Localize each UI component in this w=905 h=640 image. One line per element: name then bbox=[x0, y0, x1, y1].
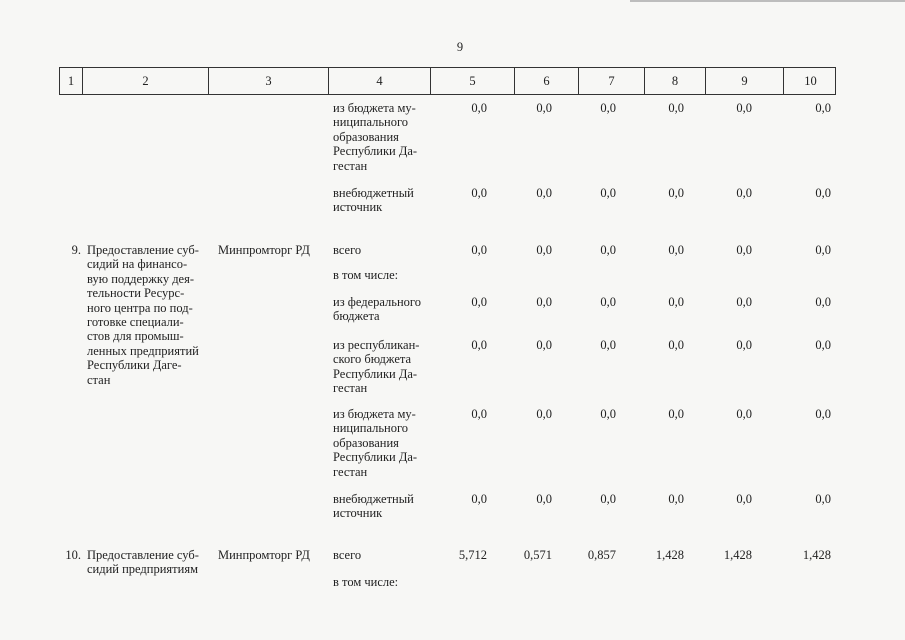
value-col-8: 0,0 bbox=[668, 186, 684, 200]
header-col-4: 4 bbox=[329, 68, 431, 94]
value-col-7: 0,0 bbox=[600, 295, 616, 309]
measure-name: Предоставление суб- сидий на финансо- вую поддержку дея- тельности Ресурс- ного центра по под- готовке специали- стов для промыш- ленных предприятий Республики Даге- стан bbox=[87, 243, 199, 387]
funding-source: в том числе: bbox=[333, 575, 399, 589]
value-col-10: 0,0 bbox=[815, 407, 831, 421]
value-col-8: 0,0 bbox=[668, 101, 684, 115]
row-number: 9. bbox=[71, 243, 81, 257]
value-col-8: 0,0 bbox=[668, 243, 684, 257]
value-col-9: 0,0 bbox=[736, 186, 752, 200]
header-col-9: 9 bbox=[706, 68, 784, 94]
value-col-7: 0,0 bbox=[600, 407, 616, 421]
value-col-5: 5,712 bbox=[458, 548, 487, 562]
value-col-10: 0,0 bbox=[815, 492, 831, 506]
value-col-6: 0,0 bbox=[536, 186, 552, 200]
header-col-3: 3 bbox=[209, 68, 329, 94]
row-number: 10. bbox=[65, 548, 81, 562]
value-col-10: 0,0 bbox=[815, 186, 831, 200]
value-col-5: 0,0 bbox=[471, 407, 487, 421]
header-col-7: 7 bbox=[579, 68, 645, 94]
funding-source: всего bbox=[333, 548, 362, 562]
funding-source: из республикан- ского бюджета Республики Да- гестан bbox=[333, 338, 420, 396]
value-col-6: 0,0 bbox=[536, 407, 552, 421]
value-col-7: 0,0 bbox=[600, 492, 616, 506]
header-col-8: 8 bbox=[645, 68, 706, 94]
executor: Минпромторг РД bbox=[218, 243, 310, 257]
value-col-6: 0,0 bbox=[536, 243, 552, 257]
value-col-7: 0,0 bbox=[600, 338, 616, 352]
value-col-5: 0,0 bbox=[471, 338, 487, 352]
funding-source: из федерального бюджета bbox=[333, 295, 421, 324]
value-col-7: 0,0 bbox=[600, 101, 616, 115]
value-col-9: 0,0 bbox=[736, 243, 752, 257]
value-col-7: 0,857 bbox=[587, 548, 616, 562]
header-col-6: 6 bbox=[515, 68, 579, 94]
value-col-9: 0,0 bbox=[736, 338, 752, 352]
funding-source: внебюджетный источник bbox=[333, 492, 414, 521]
value-col-7: 0,0 bbox=[600, 186, 616, 200]
measure-name: Предоставление суб- сидий предприятиям bbox=[87, 548, 199, 577]
header-col-10: 10 bbox=[804, 74, 817, 88]
value-col-9: 0,0 bbox=[736, 295, 752, 309]
value-col-5: 0,0 bbox=[471, 101, 487, 115]
funding-source: в том числе: bbox=[333, 268, 399, 282]
value-col-9: 0,0 bbox=[736, 492, 752, 506]
table-header-row bbox=[59, 67, 836, 95]
funding-source: из бюджета му- ниципального образования Республики Да- гестан bbox=[333, 101, 418, 173]
value-col-8: 0,0 bbox=[668, 295, 684, 309]
value-col-5: 0,0 bbox=[471, 295, 487, 309]
value-col-8: 0,0 bbox=[668, 338, 684, 352]
value-col-5: 0,0 bbox=[471, 186, 487, 200]
funding-source: всего bbox=[333, 243, 362, 257]
page-number: 9 bbox=[456, 40, 464, 54]
header-col-5: 5 bbox=[431, 68, 515, 94]
executor: Минпромторг РД bbox=[218, 548, 310, 562]
value-col-5: 0,0 bbox=[471, 243, 487, 257]
value-col-7: 0,0 bbox=[600, 243, 616, 257]
value-col-9: 1,428 bbox=[723, 548, 752, 562]
value-col-8: 0,0 bbox=[668, 407, 684, 421]
funding-source: из бюджета му- ниципального образования Республики Да- гестан bbox=[333, 407, 418, 479]
value-col-8: 0,0 bbox=[668, 492, 684, 506]
value-col-6: 0,0 bbox=[536, 101, 552, 115]
value-col-10: 0,0 bbox=[815, 101, 831, 115]
value-col-9: 0,0 bbox=[736, 407, 752, 421]
value-col-9: 0,0 bbox=[736, 101, 752, 115]
value-col-10: 0,0 bbox=[815, 338, 831, 352]
value-col-10: 0,0 bbox=[815, 243, 831, 257]
header-col-1: 1 bbox=[60, 68, 83, 94]
scan-edge-line bbox=[630, 0, 905, 2]
value-col-5: 0,0 bbox=[471, 492, 487, 506]
value-col-6: 0,0 bbox=[536, 295, 552, 309]
funding-source: внебюджетный источник bbox=[333, 186, 414, 215]
header-col-2: 2 bbox=[83, 68, 209, 94]
value-col-6: 0,571 bbox=[523, 548, 552, 562]
value-col-6: 0,0 bbox=[536, 338, 552, 352]
value-col-10: 1,428 bbox=[802, 548, 831, 562]
value-col-6: 0,0 bbox=[536, 492, 552, 506]
value-col-10: 0,0 bbox=[815, 295, 831, 309]
value-col-8: 1,428 bbox=[655, 548, 684, 562]
